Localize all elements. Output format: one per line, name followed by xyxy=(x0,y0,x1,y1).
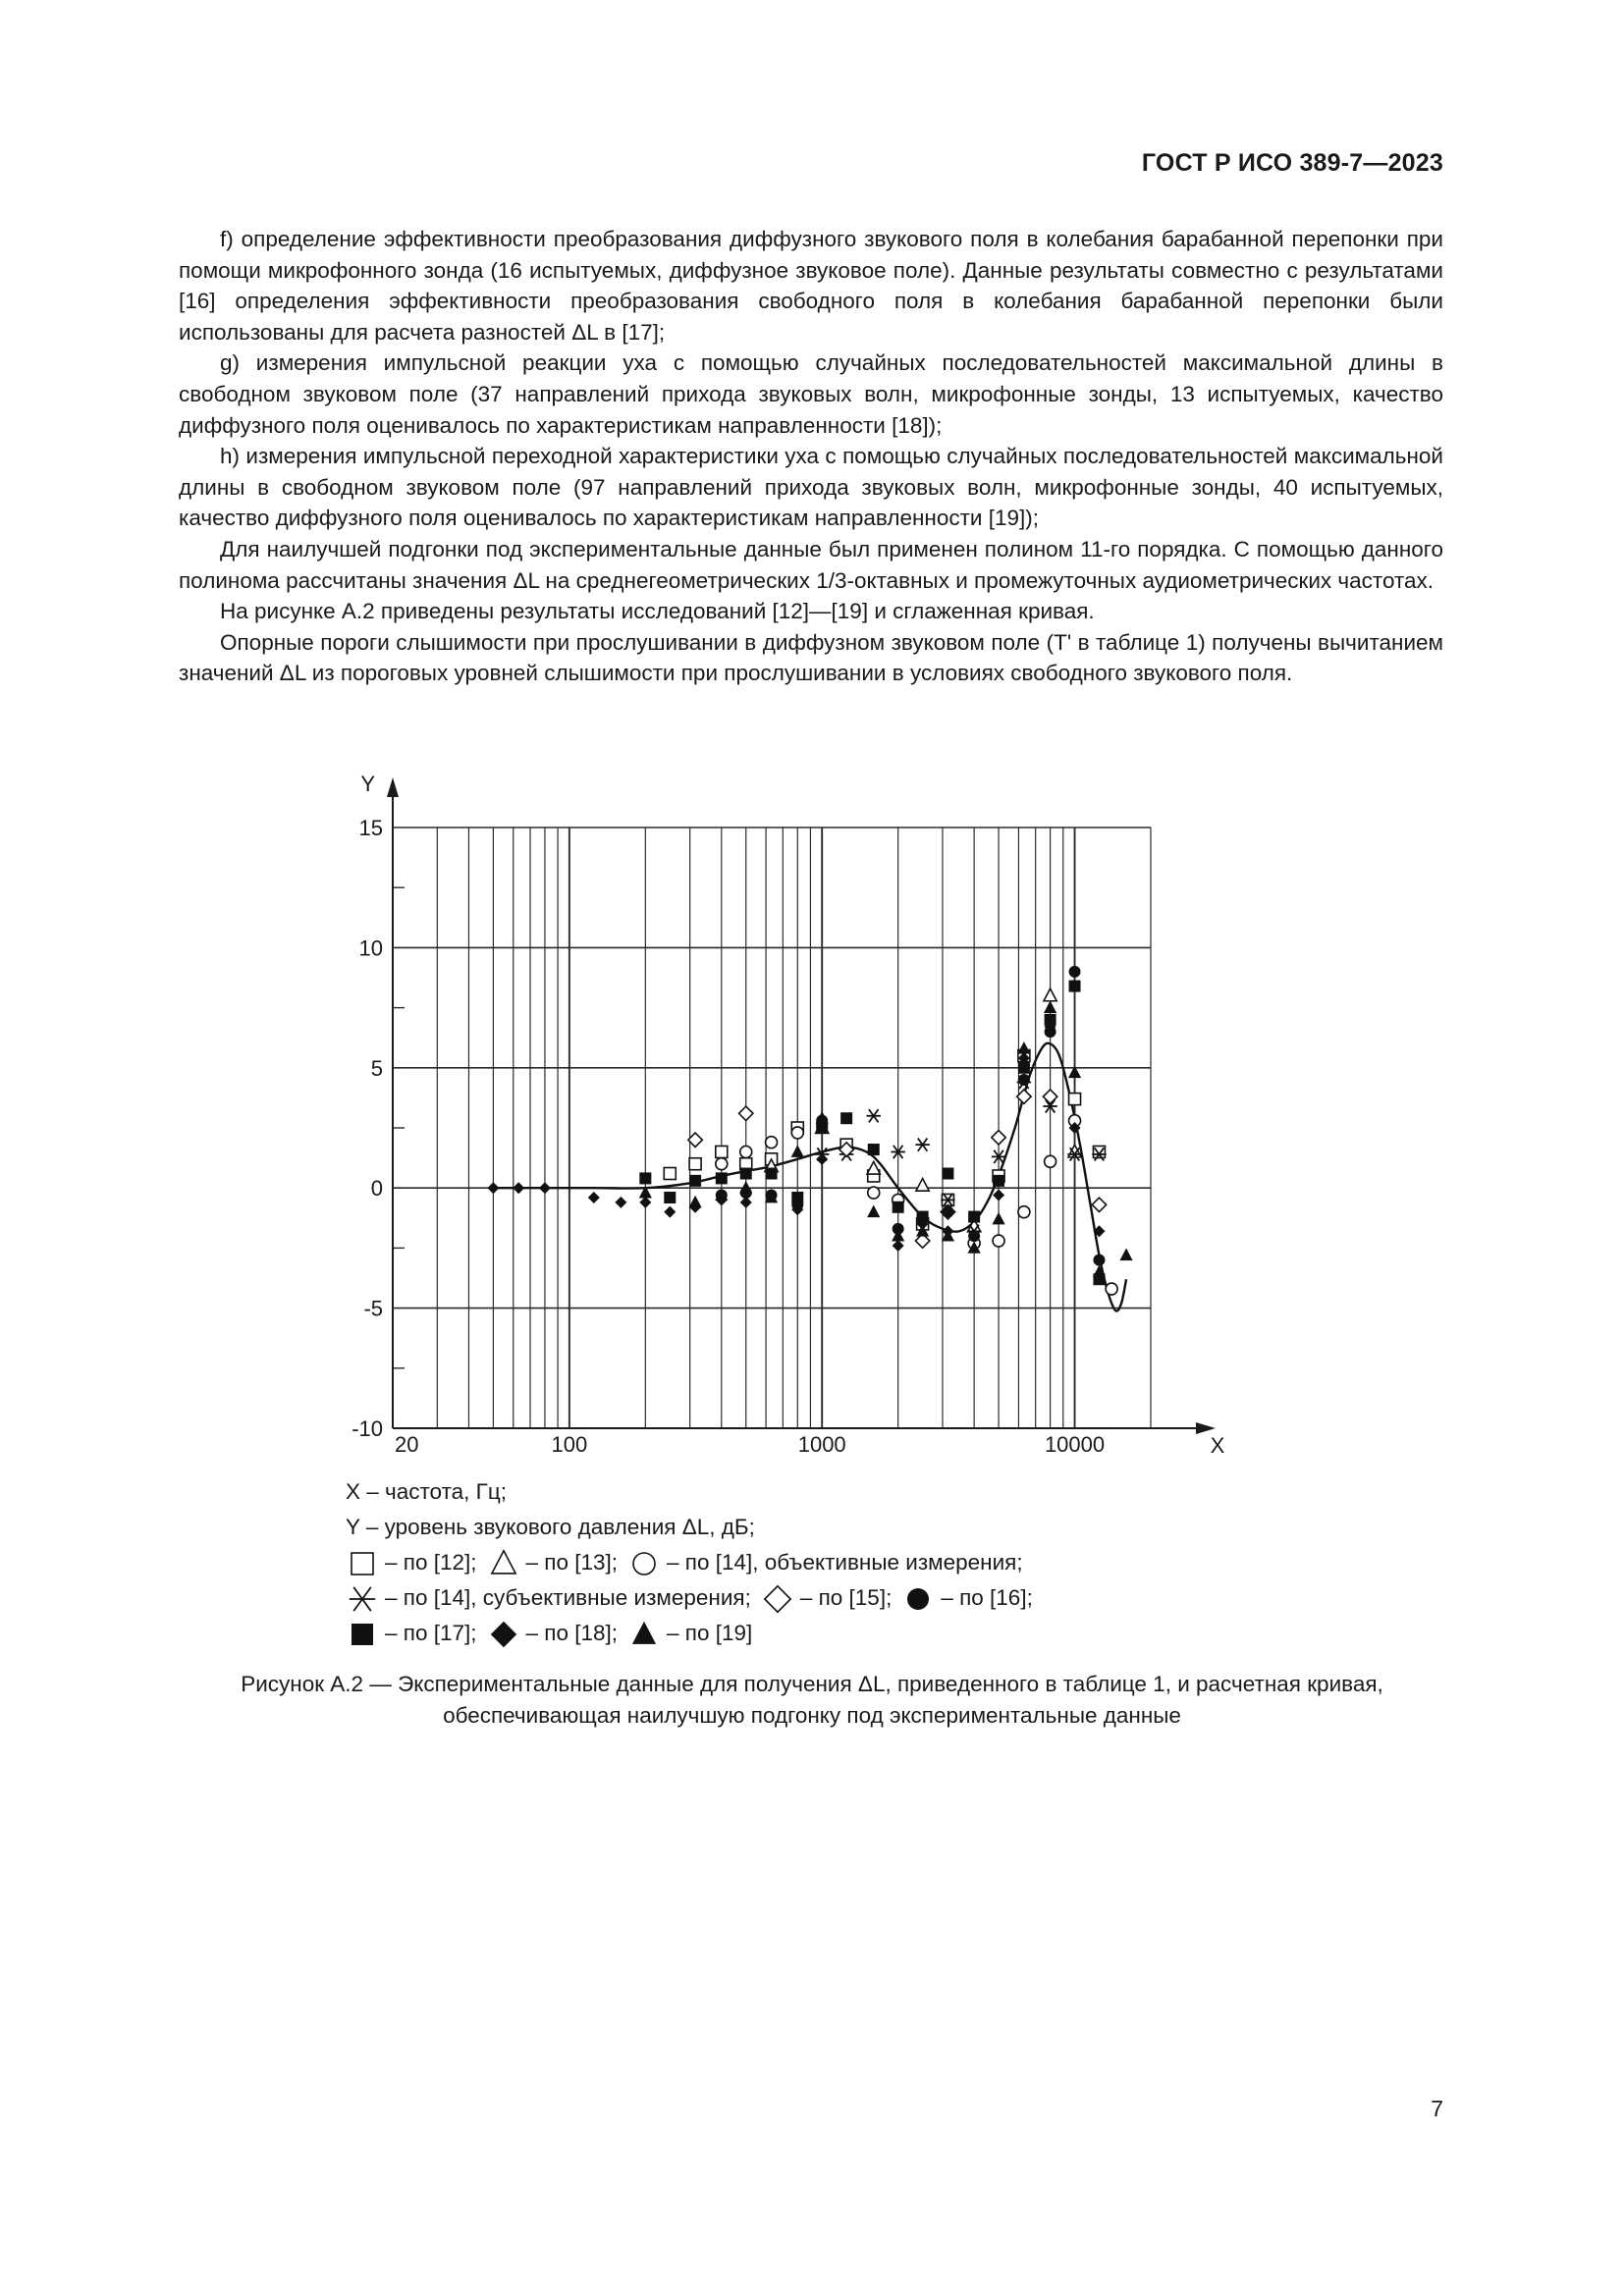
data-point-diamond-open xyxy=(1043,1090,1056,1103)
legend-entry-14-subjective: – по [14], субъективные измерения; xyxy=(385,1585,751,1610)
body-text xyxy=(179,224,1443,689)
data-point-diamond-open xyxy=(765,1586,790,1612)
circle-open-icon xyxy=(627,1547,661,1578)
x-tick-label: 1000 xyxy=(797,1432,846,1457)
circle-open-symbol xyxy=(628,1547,660,1578)
triangle-filled-icon xyxy=(627,1618,661,1649)
y-tick-label: 5 xyxy=(370,1055,383,1081)
paragraph-polynomial: Для наилучшей подгонки под экспериментальные данные был применен полином 11-го порядка. С помощью данного полинома рассчитаны значения ΔL на среднегеометрических 1/3-октавных и промежуточных аудиометрических частотах. xyxy=(179,536,1443,593)
data-point-diamond-filled xyxy=(639,1197,651,1208)
data-point-triangle-filled xyxy=(1044,1000,1056,1013)
data-point-asterisk xyxy=(350,1587,375,1611)
series-square-open xyxy=(664,1050,1105,1230)
legend-entry-16: – по [16]; xyxy=(941,1585,1033,1610)
page-number: 7 xyxy=(1431,2096,1443,2121)
data-point-circle-open xyxy=(868,1187,880,1199)
paragraph-h: h) измерения импульсной переходной характеристики уха с помощью случайных последовательностей максимальной длины в свободном звуковом поле (97 направлений прихода звуковых волн, микрофонные зонды, 40 испытуемых, качество диффузного поля оценивалось по характеристикам направленности [19]); xyxy=(179,444,1443,531)
data-point-square-filled xyxy=(766,1168,778,1180)
legend-row-2 xyxy=(346,1580,1043,1616)
data-point-square-filled xyxy=(352,1624,373,1645)
fit-curve xyxy=(493,1043,1126,1311)
square-open-symbol xyxy=(347,1547,378,1578)
data-point-square-filled xyxy=(689,1175,701,1187)
data-point-circle-filled xyxy=(1069,966,1081,978)
data-point-triangle-filled xyxy=(791,1145,804,1157)
data-point-square-filled xyxy=(716,1172,728,1184)
y-tick-label: -5 xyxy=(363,1296,383,1321)
data-point-circle-filled xyxy=(1093,1255,1105,1266)
legend-entry-14-objective: – по [14], объективные измерения; xyxy=(667,1550,1023,1575)
circle-filled-icon xyxy=(901,1582,935,1614)
data-point-square-open xyxy=(352,1553,373,1575)
data-point-circle-open xyxy=(766,1137,778,1148)
triangle-open-icon xyxy=(487,1547,520,1578)
triangle-filled-symbol xyxy=(628,1618,660,1649)
data-point-triangle-open xyxy=(916,1179,929,1192)
diamond-filled-symbol xyxy=(488,1618,519,1649)
data-point-square-filled xyxy=(840,1112,852,1124)
asterisk-icon xyxy=(346,1582,379,1614)
y-axis-label: Y xyxy=(360,772,375,796)
legend-x-description xyxy=(346,1474,1043,1510)
data-point-triangle-filled xyxy=(739,1181,752,1194)
data-point-diamond-open xyxy=(739,1106,753,1120)
data-point-triangle-filled xyxy=(992,1212,1004,1225)
asterisk-symbol xyxy=(347,1582,378,1614)
data-point-diamond-filled xyxy=(487,1182,499,1194)
data-point-diamond-filled xyxy=(664,1206,676,1218)
data-point-square-open xyxy=(716,1146,728,1157)
legend-entry-15: – по [15]; xyxy=(799,1585,893,1610)
paragraph-figure-ref: На рисунке А.2 приведены результаты исследований [12]—[19] и сглаженная кривая. xyxy=(220,599,1095,624)
data-point-circle-filled xyxy=(907,1588,929,1610)
y-tick-label: 10 xyxy=(358,935,383,961)
legend-row-3 xyxy=(346,1616,1043,1651)
data-point-triangle-open xyxy=(491,1551,514,1574)
x-tick-label: 20 xyxy=(395,1432,419,1457)
legend-x-text: X – частота, Гц; xyxy=(346,1479,507,1504)
data-point-circle-open xyxy=(1018,1206,1030,1218)
data-point-triangle-filled xyxy=(1017,1041,1030,1054)
data-point-square-open xyxy=(689,1158,701,1170)
x-tick-label: 10000 xyxy=(1044,1432,1106,1457)
data-point-circle-open xyxy=(1106,1283,1117,1295)
data-point-diamond-filled xyxy=(513,1182,524,1194)
y-tick-label: 0 xyxy=(370,1176,383,1201)
data-point-diamond-filled xyxy=(588,1192,600,1203)
paragraph-g: g) измерения импульсной реакции уха с помощью случайных последовательностей максимальной длины в свободном звуковом поле (37 направлений прихода звуковых волн, микрофонные зонды, 13 испытуемых, качество диффузного поля оценивалось по характеристикам направленности [18]); xyxy=(179,350,1443,438)
data-point-square-filled xyxy=(993,1175,1004,1187)
data-point-diamond-filled xyxy=(740,1197,752,1208)
figure-a2-chart xyxy=(324,766,1267,1472)
caption-line-1: Рисунок А.2 — Экспериментальные данные для получения ΔL, приведенного в таблице 1, и расчетная кривая, xyxy=(241,1672,1383,1696)
data-point-triangle-filled xyxy=(1119,1249,1132,1261)
data-point-square-filled xyxy=(664,1192,676,1203)
data-point-triangle-filled xyxy=(632,1622,656,1644)
triangle-open-symbol xyxy=(488,1547,519,1578)
data-point-circle-open xyxy=(993,1235,1004,1247)
diamond-open-symbol xyxy=(762,1582,793,1614)
figure-legend xyxy=(346,1474,1043,1651)
data-point-square-open xyxy=(1069,1094,1081,1105)
data-point-triangle-open xyxy=(867,1161,880,1174)
data-point-asterisk xyxy=(915,1139,929,1151)
data-point-circle-open xyxy=(633,1553,655,1575)
data-point-triangle-open xyxy=(1044,988,1056,1001)
data-point-triangle-filled xyxy=(867,1204,880,1217)
series-triangle-open xyxy=(765,988,1081,1232)
document-code: ГОСТ Р ИСО 389-7—2023 xyxy=(1141,149,1443,177)
legend-row-1 xyxy=(346,1545,1043,1580)
legend-entry-18: – по [18]; xyxy=(525,1621,618,1645)
data-point-square-filled xyxy=(893,1201,904,1213)
data-point-square-filled xyxy=(816,1122,828,1134)
data-point-diamond-filled xyxy=(993,1190,1004,1201)
figure-caption xyxy=(98,1669,1526,1732)
x-axis-label: X xyxy=(1210,1433,1225,1458)
y-tick-label: 15 xyxy=(358,816,383,840)
chart-axes xyxy=(387,777,1216,1434)
circle-filled-symbol xyxy=(902,1582,934,1614)
diamond-filled-icon xyxy=(487,1618,520,1649)
square-filled-symbol xyxy=(347,1618,378,1649)
data-point-circle-filled xyxy=(1018,1074,1030,1086)
data-point-diamond-open xyxy=(1092,1198,1106,1211)
legend-entry-17: – по [17]; xyxy=(385,1621,477,1645)
data-point-triangle-filled xyxy=(689,1196,702,1208)
data-point-asterisk xyxy=(867,1109,881,1122)
data-point-square-filled xyxy=(942,1168,953,1180)
data-point-square-filled xyxy=(639,1172,651,1184)
data-point-square-open xyxy=(664,1168,676,1180)
data-point-square-filled xyxy=(1069,981,1081,992)
x-tick-label: 100 xyxy=(551,1432,588,1457)
caption-line-2: обеспечивающая наилучшую подгонку под экспериментальные данные xyxy=(443,1703,1181,1728)
data-point-diamond-filled xyxy=(490,1622,515,1647)
data-point-circle-open xyxy=(791,1127,803,1139)
paragraph-f: f) определение эффективности преобразования диффузного звукового поля в колебания барабанной перепонки при помощи микрофонного зонда (16 испытуемых, диффузное звуковое поле). Данные результаты совместно с результатами [16] определения эффективности преобразования свободного поля в колебания барабанной перепонки были использованы для расчета разностей ΔL в [17]; xyxy=(179,227,1443,345)
chart-grid xyxy=(393,828,1151,1428)
data-point-square-filled xyxy=(791,1192,803,1203)
data-point-circle-filled xyxy=(942,1206,953,1218)
paragraph-reference-thresholds: Опорные пороги слышимости при прослушивании в диффузном звуковом поле (T' в таблице 1) получены вычитанием значений ΔL из пороговых уровней слышимости при прослушивании в условиях свободного звукового поля. xyxy=(179,629,1443,686)
legend-entry-19: – по [19] xyxy=(667,1621,753,1645)
data-point-square-filled xyxy=(968,1211,980,1223)
square-open-icon xyxy=(346,1547,379,1578)
data-point-circle-open xyxy=(740,1146,752,1157)
y-tick-label: -10 xyxy=(352,1416,383,1441)
data-point-diamond-filled xyxy=(615,1197,626,1208)
data-point-circle-open xyxy=(716,1158,728,1170)
series-triangle-filled xyxy=(639,1000,1133,1277)
data-point-square-filled xyxy=(868,1144,880,1155)
data-point-diamond-open xyxy=(992,1131,1005,1145)
series-circle-open xyxy=(716,1115,1117,1295)
legend-entry-12: – по [12]; xyxy=(385,1550,477,1575)
diamond-open-icon xyxy=(761,1582,794,1614)
data-point-diamond-filled xyxy=(893,1240,904,1252)
legend-entry-13: – по [13]; xyxy=(525,1550,618,1575)
data-point-diamond-filled xyxy=(539,1182,551,1194)
data-point-square-filled xyxy=(740,1168,752,1180)
legend-y-description xyxy=(346,1510,1043,1545)
square-filled-icon xyxy=(346,1618,379,1649)
data-point-circle-open xyxy=(1045,1155,1056,1167)
legend-y-text: Y – уровень звукового давления ΔL, дБ; xyxy=(346,1515,755,1539)
y-axis-arrow xyxy=(387,777,399,797)
